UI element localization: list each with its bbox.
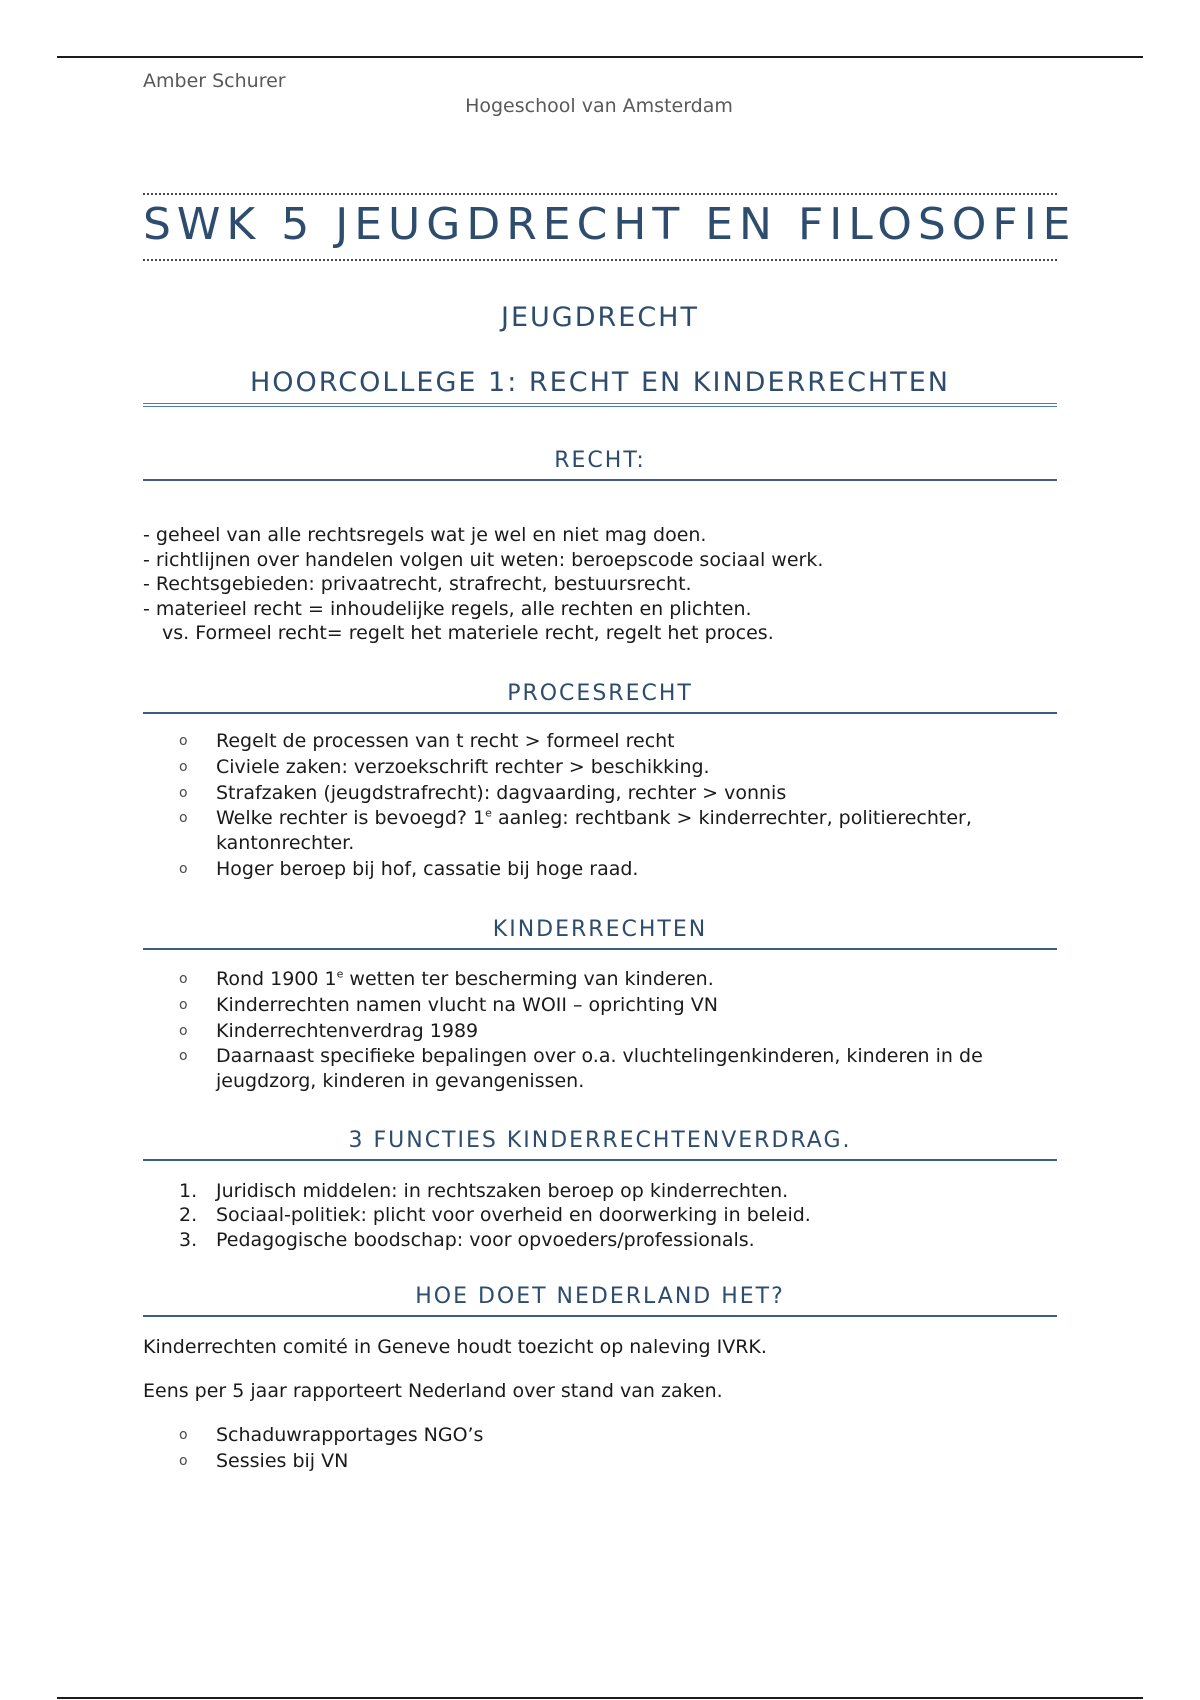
circle-bullet-icon: o xyxy=(179,1453,188,1469)
nederland-paragraph: Eens per 5 jaar rapporteert Nederland over stand van zaken. xyxy=(143,1380,723,1402)
list-item: o Civiele zaken: verzoekschrift rechter > beschikking. xyxy=(179,755,710,778)
circle-bullet-icon: o xyxy=(179,970,188,987)
procesrecht-heading: PROCESRECHT xyxy=(143,680,1057,714)
header-author: Amber Schurer xyxy=(143,70,286,92)
kinderrechten-list xyxy=(143,966,1057,1094)
nederland-heading: HOE DOET NEDERLAND HET? xyxy=(143,1283,1057,1317)
circle-bullet-icon: o xyxy=(179,732,188,749)
list-item: 3. Pedagogische boodschap: voor opvoeders/professionals. xyxy=(179,1228,755,1251)
recht-heading: RECHT: xyxy=(143,447,1057,481)
recht-line: - materieel recht = inhoudelijke regels, alle rechten en plichten. xyxy=(143,597,752,620)
circle-bullet-icon: o xyxy=(179,809,188,826)
kinderrechten-heading: KINDERRECHTEN xyxy=(143,916,1057,950)
college-heading: HOORCOLLEGE 1: RECHT EN KINDERRECHTEN xyxy=(143,367,1057,407)
document-title: SWK 5 JEUGDRECHT EN FILOSOFIE xyxy=(143,199,1077,250)
subtitle-heading: JEUGDRECHT xyxy=(501,302,699,333)
nederland-list xyxy=(143,1422,1057,1474)
list-number: 1. xyxy=(179,1179,198,1202)
list-item: o Regelt de processen van t recht > formeel recht xyxy=(179,729,675,752)
recht-line-indent: vs. Formeel recht= regelt het materiele recht, regelt het proces. xyxy=(162,622,774,644)
list-item: o Schaduwrapportages NGO’s xyxy=(179,1424,484,1446)
recht-text xyxy=(143,523,1057,646)
document-body xyxy=(143,193,1077,1474)
circle-bullet-icon: o xyxy=(179,860,188,877)
list-item: o Kinderrechten namen vlucht na WOII – oprichting VN xyxy=(179,993,718,1016)
list-item: 2. Sociaal-politiek: plicht voor overheid en doorwerking in beleid. xyxy=(179,1204,811,1226)
functies-list xyxy=(143,1179,1057,1253)
circle-bullet-icon: o xyxy=(179,1022,188,1039)
nederland-paragraph: Kinderrechten comité in Geneve houdt toezicht op naleving IVRK. xyxy=(143,1336,767,1358)
circle-bullet-icon: o xyxy=(179,1047,188,1064)
circle-bullet-icon: o xyxy=(179,996,188,1013)
recht-line: - Rechtsgebieden: privaatrecht, strafrecht, bestuursrecht. xyxy=(143,573,692,595)
procesrecht-list xyxy=(143,728,1057,882)
list-number: 3. xyxy=(179,1228,198,1251)
title-box xyxy=(143,193,1077,261)
list-item: o Sessies bij VN xyxy=(179,1450,349,1472)
recht-line: - geheel van alle rechtsregels wat je wel en niet mag doen. xyxy=(143,524,707,546)
list-item: o Strafzaken (jeugdstrafrecht): dagvaarding, rechter > vonnis xyxy=(179,781,787,804)
functies-heading: 3 FUNCTIES KINDERRECHTENVERDRAG. xyxy=(143,1127,1057,1161)
circle-bullet-icon: o xyxy=(179,1427,188,1443)
list-item: o Rond 1900 1e wetten ter bescherming van kinderen. xyxy=(179,967,714,990)
page-top-rule xyxy=(57,56,1143,58)
circle-bullet-icon: o xyxy=(179,784,188,801)
list-item: o Daarnaast specifieke bepalingen over o.a. vluchtelingenkinderen, kinderen in de jeugdzorg, kinderen in gevangenissen. xyxy=(179,1044,983,1092)
list-item: o Hoger beroep bij hof, cassatie bij hoge raad. xyxy=(179,857,639,880)
recht-line: - richtlijnen over handelen volgen uit weten: beroepscode sociaal werk. xyxy=(143,548,824,571)
page-bottom-rule xyxy=(57,1697,1143,1699)
header-school: Hogeschool van Amsterdam xyxy=(465,95,733,117)
list-number: 2. xyxy=(179,1204,198,1226)
circle-bullet-icon: o xyxy=(179,758,188,775)
list-item: o Kinderrechtenverdrag 1989 xyxy=(179,1019,479,1042)
list-item: 1. Juridisch middelen: in rechtszaken beroep op kinderrechten. xyxy=(179,1179,789,1202)
list-item: o Welke rechter is bevoegd? 1e aanleg: rechtbank > kinderrechter, politierechter, kantonrechter. xyxy=(179,806,972,854)
